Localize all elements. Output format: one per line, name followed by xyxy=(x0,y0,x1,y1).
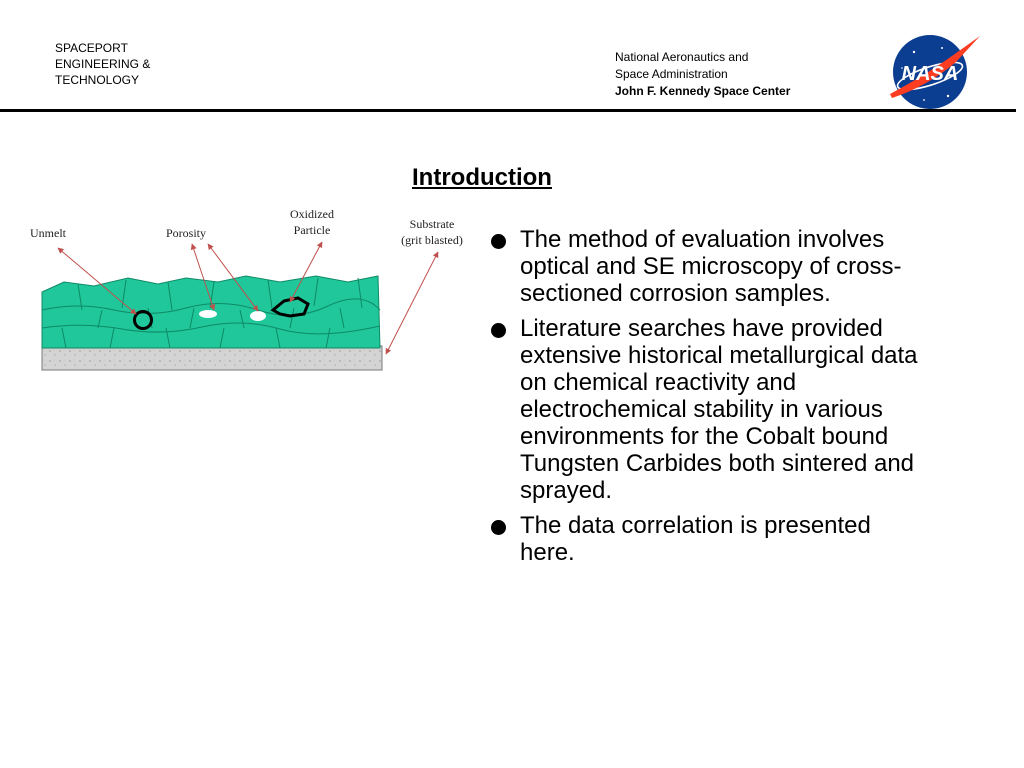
porosity-void xyxy=(250,311,266,321)
label-porosity: Porosity xyxy=(166,226,207,240)
slide-title: Introduction xyxy=(412,164,552,191)
agency-line: National Aeronautics and xyxy=(615,50,749,64)
nasa-logo xyxy=(884,30,984,114)
porosity-void xyxy=(199,310,217,318)
label-substrate-line1: Substrate xyxy=(409,217,455,231)
center-name: John F. Kennedy Space Center xyxy=(615,84,791,98)
bullet-icon xyxy=(491,234,506,249)
org-unit-label xyxy=(55,40,150,88)
bullet-text: The method of evaluation involves optical and SE microscopy of cross-sectioned corrosion samples. xyxy=(520,226,902,307)
agency-line: Space Administration xyxy=(615,67,728,81)
coating-cross-section-diagram xyxy=(18,198,478,378)
org-unit-line: TECHNOLOGY xyxy=(55,73,140,87)
bullet-text: The data correlation is presented here. xyxy=(520,512,871,566)
bullet-icon xyxy=(491,520,506,535)
logo-text: NASA xyxy=(901,63,959,85)
bullet-item xyxy=(490,512,920,566)
org-unit-line: ENGINEERING & xyxy=(55,57,151,71)
label-substrate-line2: (grit blasted) xyxy=(401,233,463,247)
header-divider xyxy=(0,109,1016,112)
bullet-item xyxy=(490,315,920,504)
bullet-item xyxy=(490,226,920,307)
bullet-icon xyxy=(491,323,506,338)
bullet-text: Literature searches have provided extensive historical metallurgical data on chemical reactivity and electrochemical stability in various environments for the Cobalt bound Tungsten Carbides both sintered and sprayed. xyxy=(520,315,918,504)
bullet-list xyxy=(490,226,920,574)
org-unit-line: SPACEPORT xyxy=(55,41,128,55)
substrate-layer xyxy=(42,346,382,370)
agency-label xyxy=(615,49,790,100)
label-oxidized-line1: Oxidized xyxy=(290,207,334,221)
label-unmelt: Unmelt xyxy=(30,226,66,240)
label-oxidized-line2: Particle xyxy=(293,223,331,237)
